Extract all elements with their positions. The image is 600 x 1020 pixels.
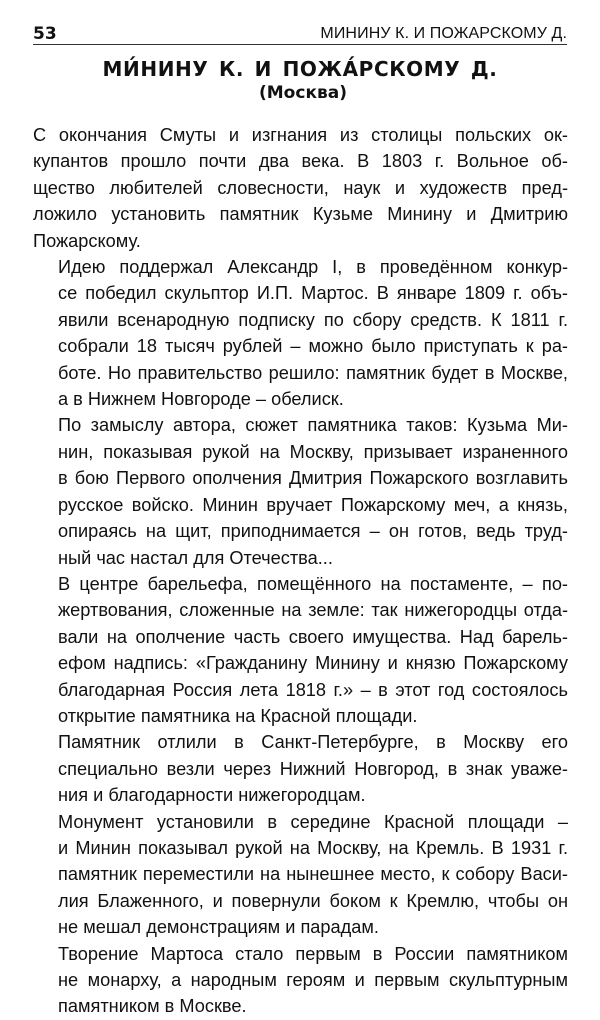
text-line: вали на ополчение часть своего имущества. Над барель- <box>58 626 568 647</box>
text-line: боте. Но правительство решило: памятник будет в Москве, <box>58 362 568 383</box>
text-line: нин, показывая рукой на Москву, призывает израненного <box>58 441 568 462</box>
paragraph <box>33 729 568 808</box>
text-line: ефом надпись: «Гражданину Минину и князю Пожарскому <box>58 653 568 674</box>
text-line: явили всенародную подписку по сбору средств. К 1811 г. <box>58 309 568 330</box>
text-line: памятник переместили на нынешнее место, к собору Васи- <box>58 864 568 885</box>
text-line: Памятник отлили в Санкт-Петербурге, в Москву его <box>58 732 568 753</box>
text-line: ния и благодарности нижегородцам. <box>58 785 366 806</box>
text-line: в бою Первого ополчения Дмитрия Пожарского возглавить <box>58 468 568 489</box>
text-line: опираясь на щит, приподнимается – он готов, ведь труд- <box>58 521 568 542</box>
article-title: МИ́НИНУ К. И ПОЖА́РСКОМУ Д. <box>102 57 498 81</box>
text-line: благодарная Россия лета 1818 г.» – в этот год состоялось <box>58 679 568 700</box>
text-line: Монумент установили в середине Красной площади – <box>58 811 568 832</box>
text-line: Творение Мартоса стало первым в России памятником <box>58 943 568 964</box>
text-line: жертвования, сложенные на земле: так нижегородцы отда- <box>58 600 568 621</box>
paragraph <box>33 254 568 412</box>
text-line: русское войско. Минин вручает Пожарскому меч, а князь, <box>58 494 568 515</box>
text-line: не мешал демонстрациям и парадам. <box>58 917 379 938</box>
text-line: памятником в Москве. <box>58 996 247 1017</box>
paragraph <box>33 941 568 1020</box>
paragraph <box>33 412 568 570</box>
text-line: собрали 18 тысяч рублей – можно было приступать к ра- <box>58 336 568 357</box>
text-line: ложило установить памятник Кузьме Минину и Дмитрию <box>33 204 568 225</box>
text-line: открытие памятника на Красной площади. <box>58 705 418 726</box>
paragraph <box>33 571 568 729</box>
article-subtitle: (Москва) <box>259 83 347 103</box>
text-line: Идею поддержал Александр I, в проведённом конкур- <box>58 257 568 278</box>
text-line: щество любителей словесности, наук и художеств пред- <box>33 177 568 198</box>
article-heading <box>0 56 600 104</box>
text-line: С окончания Смуты и изгнания из столицы польских ок- <box>33 125 568 145</box>
text-line: ный час настал для Отечества... <box>58 547 333 568</box>
text-line: специально везли через Нижний Новгород, в знак уваже- <box>58 758 568 779</box>
running-title: МИНИНУ К. И ПОЖАРСКОМУ Д. <box>320 25 567 42</box>
paragraph <box>33 809 568 941</box>
text-line: В центре барельефа, помещённого на постаменте, – по- <box>58 573 568 594</box>
text-line: а в Нижнем Новгороде – обелиск. <box>58 389 344 410</box>
text-line: купантов прошло почти два века. В 1803 г. Вольное об- <box>33 151 568 172</box>
text-line: Пожарскому. <box>33 230 141 251</box>
article-body <box>33 122 568 1020</box>
paragraph <box>33 122 568 254</box>
text-line: По замыслу автора, сюжет памятника таков: Кузьма Ми- <box>58 415 568 436</box>
text-line: не монарху, а народным героям и первым скульптурным <box>58 970 568 990</box>
running-head <box>33 22 567 45</box>
page-number: 53 <box>33 24 57 44</box>
text-line: и Минин показывал рукой на Москву, на Кремль. В 1931 г. <box>58 837 568 858</box>
text-line: лия Блаженного, и повернули боком к Кремлю, чтобы он <box>58 890 568 911</box>
text-line: се победил скульптор И.П. Мартос. В январе 1809 г. объ- <box>58 283 568 304</box>
